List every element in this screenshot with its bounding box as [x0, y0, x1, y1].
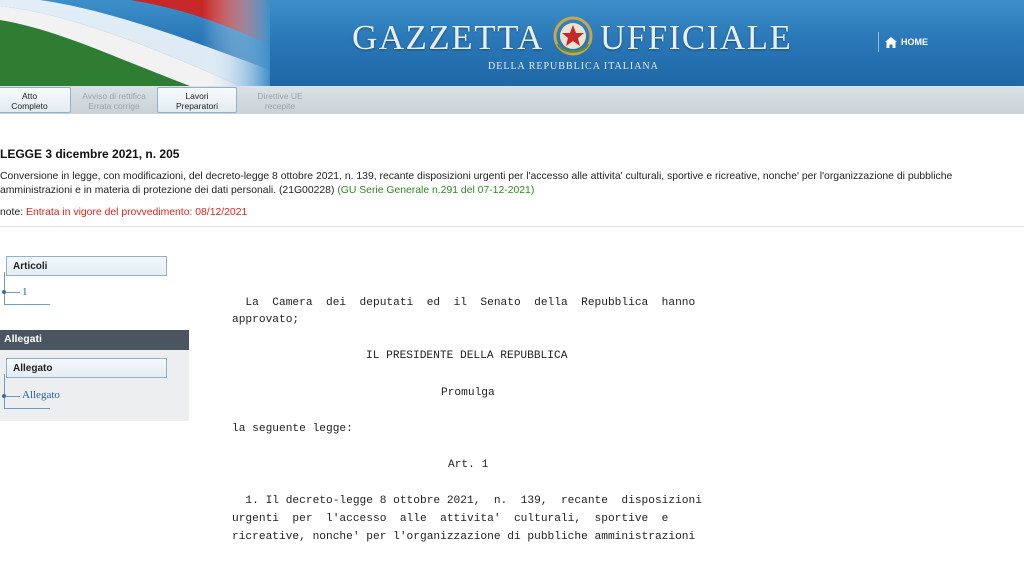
article-heading: Art. 1: [448, 459, 489, 471]
tab-line1: Direttive UE: [257, 91, 303, 101]
site-subtitle: DELLA REPUBBLICA ITALIANA: [488, 61, 659, 72]
tab-line1: Atto: [21, 91, 38, 101]
body-line-camera: La Camera dei deputati ed il Senato della Repubblica hanno: [232, 297, 696, 309]
tree-branch: [4, 396, 20, 397]
italian-flag-banner: [0, 0, 270, 86]
body-seguente-legge: la seguente legge:: [232, 423, 353, 435]
articolo-link-1[interactable]: 1: [22, 286, 28, 298]
tree-branch: [4, 292, 20, 293]
tab-line2: Completo: [11, 101, 48, 111]
tree-node-dot: [2, 394, 6, 398]
tab-line2: Errata corrige: [88, 101, 140, 111]
republic-emblem-icon: [552, 14, 594, 58]
tab-lavori-preparatori[interactable]: [157, 87, 237, 113]
tab-line2: Preparatori: [175, 101, 219, 111]
tree-branch-bottom: [4, 304, 50, 305]
note-label: note:: [0, 207, 24, 218]
document-title: LEGGE 3 dicembre 2021, n. 205: [0, 147, 180, 161]
body-president: IL PRESIDENTE DELLA REPUBBLICA: [366, 350, 568, 362]
tab-line2: recepite: [264, 101, 296, 111]
home-link[interactable]: [878, 32, 928, 52]
tree-node-dot: [2, 290, 6, 294]
allegati-header: Allegati: [0, 330, 189, 350]
body-line-approvato: approvato;: [232, 314, 300, 326]
home-icon: [885, 37, 897, 48]
gu-reference: (GU Serie Generale n.291 del 07-12-2021): [337, 185, 535, 196]
tab-line1: Lavori: [185, 91, 209, 101]
tab-line1: Avviso di rettifica: [82, 91, 146, 101]
body-promulga: Promulga: [441, 387, 495, 399]
document-note: [0, 207, 247, 218]
note-entry-into-force: Entrata in vigore del provvedimento: 08/12/2021: [26, 207, 248, 218]
tree-branch-bottom: [4, 408, 50, 409]
tab-atto-completo[interactable]: [0, 87, 71, 113]
site-title-word2: UFFICIALE: [600, 18, 793, 57]
site-title-word1: GAZZETTA: [352, 18, 544, 57]
articoli-box: [6, 256, 167, 276]
tree-line: [4, 272, 5, 304]
body-paragraph-line: urgenti per l'accesso alle attivita' culturali, sportive e: [232, 513, 669, 525]
document-tabs: [0, 86, 1024, 114]
header-divider: [0, 226, 1024, 227]
body-paragraph-line: 1. Il decreto-legge 8 ottobre 2021, n. 139, recante disposizioni: [232, 495, 702, 507]
tab-avviso-rettifica: [74, 87, 154, 113]
site-header: [0, 0, 1024, 86]
allegato-label: Allegato: [13, 363, 53, 374]
home-label: HOME: [901, 37, 928, 47]
allegato-link[interactable]: Allegato: [22, 389, 60, 401]
tab-direttive-ue: [240, 87, 320, 113]
description-text: Conversione in legge, con modificazioni, del decreto-legge 8 ottobre 2021, n. 139, recante disposizioni urgenti per l'accesso alle attivita' culturali, sportive e ricreative, nonche' per l'organizzazione di pubbliche amministrazioni e in materia di protezione dei dati personali. (21G00228): [0, 171, 953, 196]
document-description: [0, 170, 1010, 198]
tree-line: [4, 374, 5, 408]
allegato-box: [6, 358, 167, 378]
articoli-label: Articoli: [13, 261, 48, 272]
body-paragraph-line: ricreative, nonche' per l'organizzazione di pubbliche amministrazioni: [232, 531, 696, 543]
